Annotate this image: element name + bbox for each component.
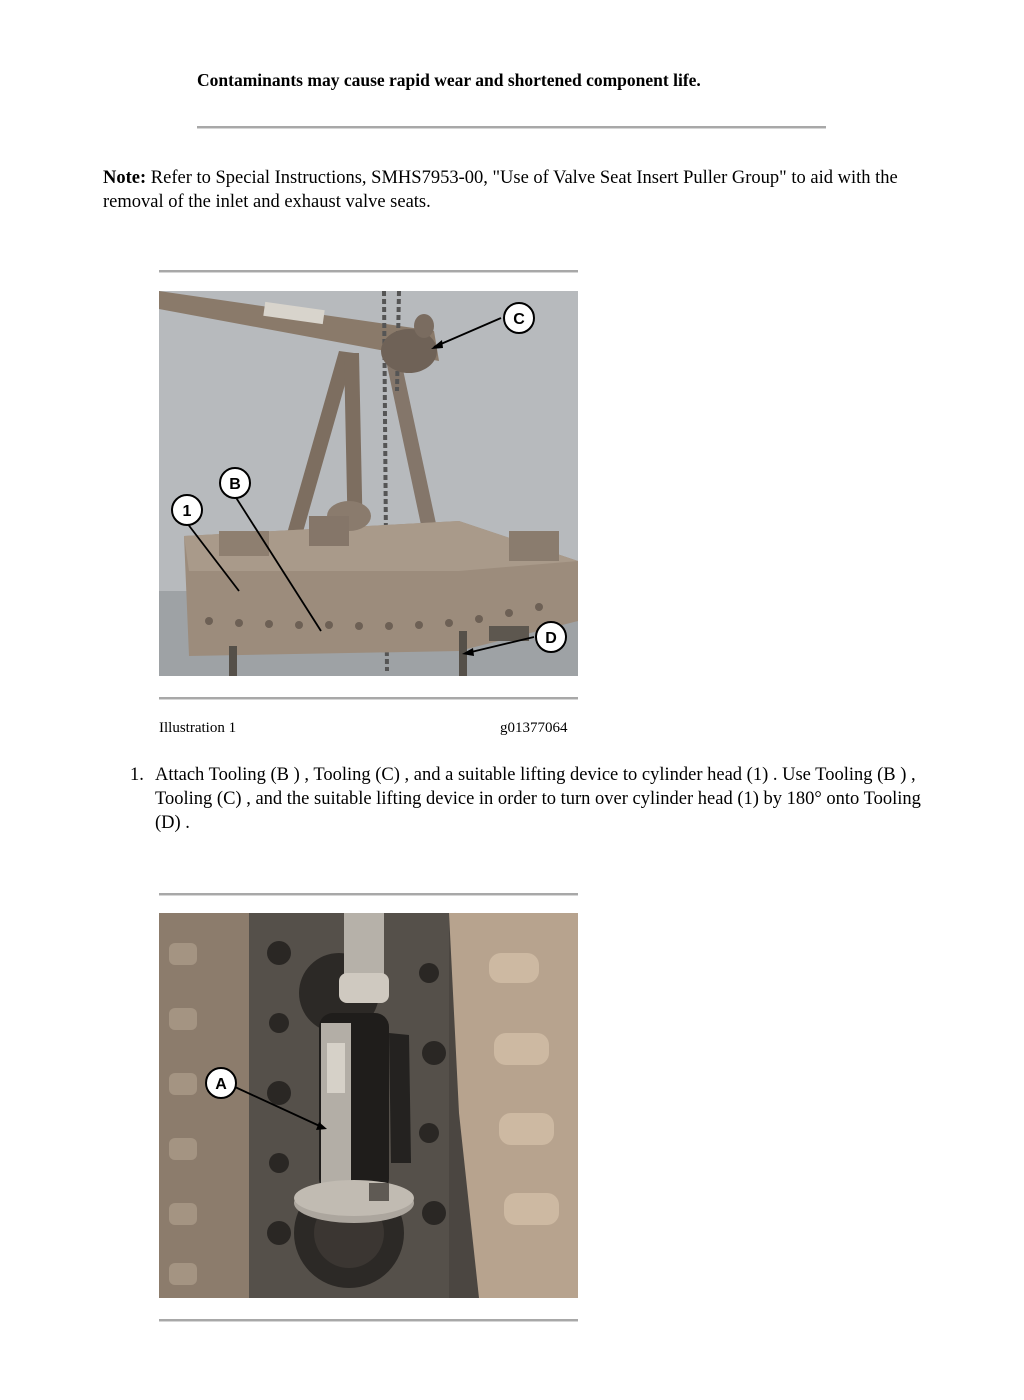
svg-text:D: D — [545, 630, 557, 647]
svg-text:A: A — [215, 1076, 227, 1093]
callout-a — [206, 1068, 236, 1098]
svg-text:C: C — [513, 311, 525, 328]
figure2-bottom-divider — [159, 1319, 578, 1322]
warning-divider — [197, 126, 826, 129]
valve-seat-puller-photo — [159, 913, 578, 1298]
note-paragraph — [103, 166, 903, 214]
illustration-1-caption: Illustration 1 — [159, 720, 237, 736]
callout-d — [536, 622, 566, 652]
note-text: Refer to Special Instructions, SMHS7953-00, "Use of Valve Seat Insert Puller Group" to aid with the removal of the inlet and exhaust valve seats. — [103, 168, 898, 212]
note-label: Note: — [103, 168, 147, 188]
warning-text: Contaminants may cause rapid wear and shortened component life. — [197, 70, 701, 90]
illustration-2-photo — [159, 913, 578, 1298]
illustration-1-code: g01377064 — [500, 720, 568, 736]
callout-c — [504, 303, 534, 333]
step-1-number: 1. — [130, 765, 144, 785]
svg-text:B: B — [229, 476, 241, 493]
svg-text:1: 1 — [182, 503, 192, 520]
step-1-text: Attach Tooling (B ) , Tooling (C) , and a suitable lifting device to cylinder head (1) . Use Tooling (B ) , Tooling (C) , and the suitable lifting device in order to turn over cylinder head (1) by 180° onto Tooling (D) . — [155, 765, 921, 833]
figure2-top-divider — [159, 893, 578, 896]
figure1-bottom-divider — [159, 697, 578, 700]
callout-1 — [172, 495, 202, 525]
callout-b — [220, 468, 250, 498]
illustration-1-photo — [159, 291, 578, 676]
figure1-top-divider — [159, 270, 578, 273]
engine-hoist-photo — [159, 291, 578, 676]
